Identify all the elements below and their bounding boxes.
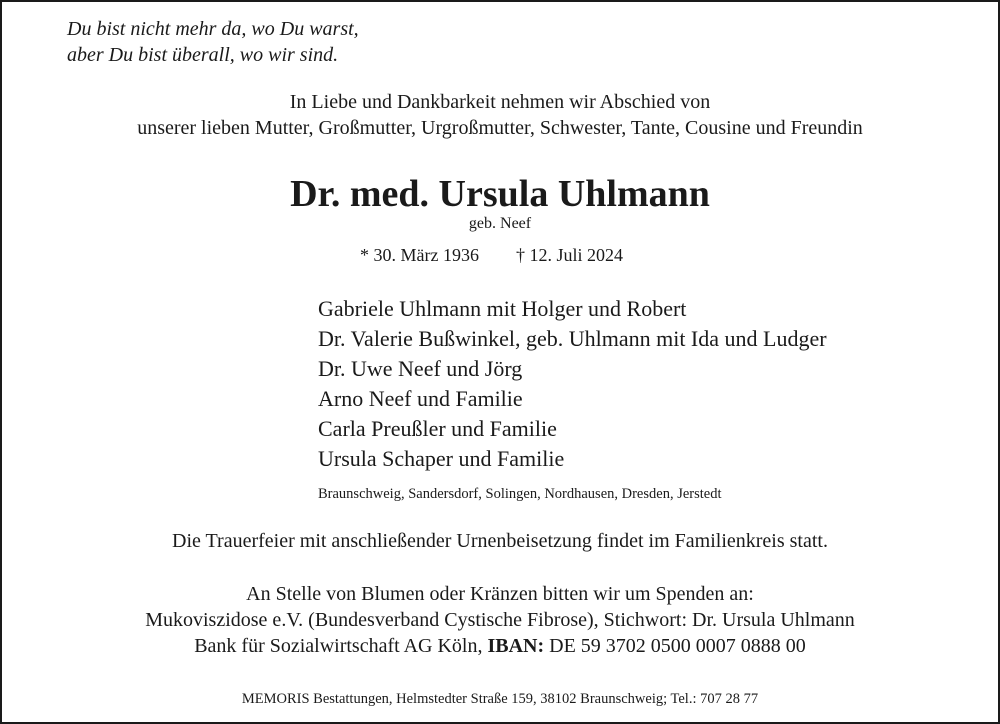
iban-label: IBAN:: [487, 635, 545, 657]
funeral-home-footer: MEMORIS Bestattungen, Helmstedter Straße 159, 38102 Braunschweig; Tel.: 707 28 77: [241, 691, 759, 707]
mourner-item: Arno Neef und Familie: [318, 386, 523, 411]
bank-name: Bank für Sozialwirtschaft AG Köln,: [194, 635, 483, 657]
poem-line-2: aber Du bist überall, wo wir sind.: [67, 44, 339, 66]
mourner-item: Dr. Uwe Neef und Jörg: [318, 356, 523, 381]
donation-recipient: Mukoviszidose e.V. (Bundesverband Cystische Fibrose), Stichwort: Dr. Ursula Uhlmann: [145, 609, 855, 631]
donation-request: An Stelle von Blumen oder Kränzen bitten wir um Spenden an:: [246, 583, 754, 605]
birth-date: * 30. März 1936: [360, 245, 479, 265]
donation-bank-details: [0, 633, 1000, 659]
intro-line-1: In Liebe und Dankbarkeit nehmen wir Abschied von: [289, 91, 711, 113]
iban-number: DE 59 3702 0500 0007 0888 00: [549, 635, 806, 657]
intro-line-2: unserer lieben Mutter, Großmutter, Urgroßmutter, Schwester, Tante, Cousine und Freundin: [137, 117, 863, 139]
death-date: † 12. Juli 2024: [516, 245, 624, 265]
mourner-cities: Braunschweig, Sandersdorf, Solingen, Nordhausen, Dresden, Jerstedt: [318, 486, 722, 502]
mourner-item: Gabriele Uhlmann mit Holger und Robert: [318, 296, 687, 321]
mourner-item: Carla Preußler und Familie: [318, 416, 557, 441]
poem-line-1: Du bist nicht mehr da, wo Du warst,: [67, 18, 359, 40]
mourner-item: Dr. Valerie Bußwinkel, geb. Uhlmann mit Ida und Ludger: [318, 326, 827, 351]
mourner-item: Ursula Schaper und Familie: [318, 446, 565, 471]
funeral-service-note: Die Trauerfeier mit anschließender Urnenbeisetzung findet im Familienkreis statt.: [172, 530, 828, 552]
birth-name: geb. Neef: [468, 215, 532, 232]
deceased-name: Dr. med. Ursula Uhlmann: [290, 173, 710, 215]
